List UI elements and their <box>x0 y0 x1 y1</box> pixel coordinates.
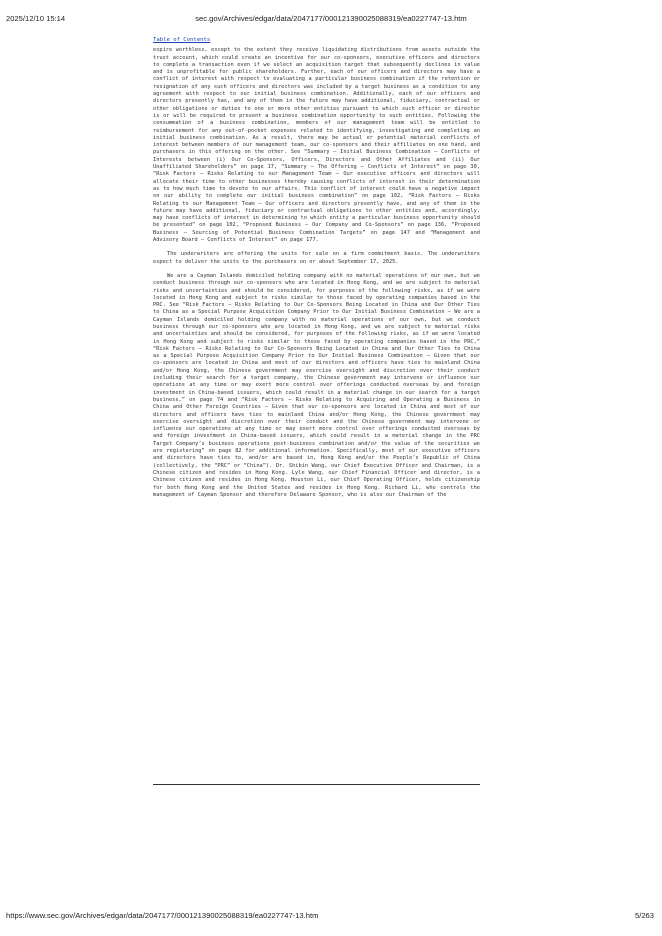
print-footer-url: https://www.sec.gov/Archives/edgar/data/2047177/000121390025088319/ea0227747-13.htm <box>6 911 319 920</box>
table-of-contents-link[interactable]: Table of Contents <box>153 37 211 43</box>
print-page-counter: 5/263 <box>634 911 654 920</box>
print-page-title: sec.gov/Archives/edgar/data/2047177/000121390025088319/ea0227747-13.htm <box>195 14 467 23</box>
cayman-holding-paragraph: We are a Cayman Islands domiciled holding company with no material operations of our own, but we conduct business through our co-sponsors who are located in Hong Kong, and we are subject to material risks and uncertainties and should be considered, for purposes of the following risks, as if we were located in Hong Kong and subject to risks similar to those faced by operating companies based in the PRC. See “Risk Factors — Risks Relating to Our Co-Sponsors Being Located in China and Our Other Ties to China as a Special Purpose Acquisition Company Prior to Our Initial Business Combination — We are a Cayman Islands domiciled holding company with no material operations of our own, but we conduct business through our co-sponsors who are located in Hong Kong, and we are subject to material risks and uncertainties and should be considered, for purposes of the following risks, as if we were located in Hong Kong and subject to risks similar to those faced by operating companies based in the PRC,” “Risk Factors — Risks Relating to Our Co-Sponsors Being Located in China and Our Other Ties to China as a Special Purpose Acquisition Company Prior to Our Initial Business Combination — Given that our co-sponsors are located in China and most of our directors and officers have ties to mainland China and/or Hong Kong, the Chinese government may exercise oversight and discretion over their conduct including their search for a target company, the Chinese government may intervene or influence our operations at any time or may exert more control over offerings conducted overseas by and foreign investment in China-based issuers, which could result in a material change in our search for a target business,” on page 74 and “Risk Factors — Risks Relating to Acquiring and Operating a Business in China and Other Foreign Countries — Given that our co-sponsors are located in China and most of our directors and officers have ties to mainland China and/or Hong Kong, the Chinese government may exercise oversight and discretion over their conduct and the Chinese government may intervene or influence our operations at any time or may exert more control over offerings conducted overseas by and foreign investment in China-based issuers, which could result in a material change in the PRC Target Company’s business operations post-business combination and/or the value of the securities we are registering” on page 82 for additional information. Specifically, most of our executive officers and directors have ties to, and/or are based in, Hong Kong and/or the People’s Republic of China (collectively, the “PRC” or “China”). Dr. Shibin Wang, our Chief Executive Officer and Chairman, is a Chinese citizen and resides in Hong Kong. Lyle Wang, our Chief Financial Officer and director, is a Chinese citizen and resides in Hong Kong. Houston Li, our Chief Operating Officer, holds citizenship for both Hong Kong and the United States and resides in Hong Kong. Richard Li, who controls the management of Cayman Sponsor and therefore Delaware Sponsor, who is also our Chairman of the <box>153 272 480 498</box>
browser-print-header <box>0 14 662 28</box>
conflicts-paragraph: expire worthless, except to the extent they receive liquidating distributions from assets outside the trust account, which could create an incentive for our co-sponsors, executive officers and directors to complete a transaction even if we select an acquisition target that subsequently declines in value and is unprofitable for public shareholders. Further, each of our officers and directors may have a conflict of interest with respect to evaluating a particular business combination if the retention or resignation of any such officers and directors was included by a target business as a condition to any agreement with respect to our initial business combination. Additionally, each of our officers and directors presently has, and any of them in the future may have additional, fiduciary, contractual or other obligations or duties to one or more other entities pursuant to which such officer or director is or will be required to present a business combination opportunity to such entities. Following the consummation of a business combination, members of our management team will be entitled to reimbursement for any out-of-pocket expenses related to identifying, investigating and completing an initial business combination. As a result, there may be actual or potential material conflicts of interest between members of our management team, our co-sponsors and their affiliates on one hand, and purchasers in this offering on the other. See “Summary — Initial Business Combination — Conflicts of Interests between (i) Our Co-Sponsors, Officers, Directors and Other Affiliates and (ii) Our Unaffiliated Shareholders” on page 17, “Summary — The Offering — Conflicts of Interest” on page 30, “Risk Factors — Risks Relating to our Management Team — Our executive officers and directors will allocate their time to other businesses thereby causing conflicts of interest in their determination as to how much time to devote to our affairs. This conflict of interest could have a negative impact on our ability to complete our initial business combination” on page 102, “Risk Factors — Risks Relating to our Management Team — Our officers and directors presently have, and any of them in the future may have additional, fiduciary or contractual obligations to other entities and, accordingly, may have conflicts of interest in determining to which entity a particular business opportunity should be presented” on page 102, “Proposed Business — Our Company and Co-Sponsors” on page 136, “Proposed Business — Sourcing of Potential Business Combination Targets” on page 147 and “Management and Advisory Board — Conflicts of Interest” on page 177. <box>153 47 480 244</box>
document-body <box>153 37 480 506</box>
page-bottom-rule <box>153 784 480 785</box>
print-timestamp: 2025/12/10 15:14 <box>6 14 66 23</box>
underwriters-paragraph: The underwriters are offering the units for sale on a firm commitment basis. The underwriters expect to deliver the units to the purchasers on or about September 17, 2025. <box>153 251 480 265</box>
browser-print-footer <box>0 911 662 925</box>
